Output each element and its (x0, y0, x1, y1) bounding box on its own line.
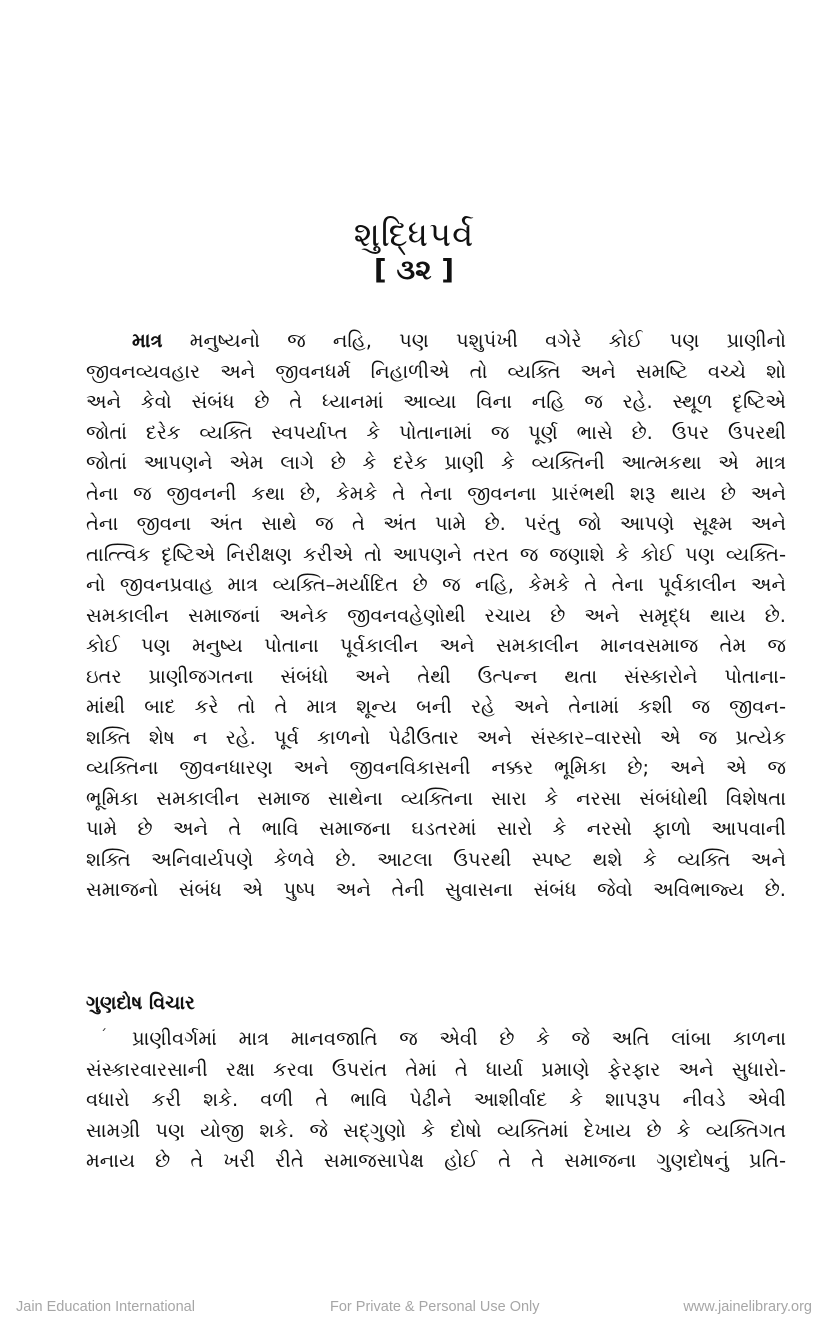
text-line: તાત્ત્વિક દૃષ્ટિએ નિરીક્ષણ કરીએ તો આપણને તરત જ જણાશે કે કોઈ પણ વ્યક્તિ- (86, 542, 786, 566)
footer (0, 1296, 828, 1318)
text-line: જોતાં આપણને એમ લાગે છે કે દરેક પ્રાણી કે વ્યક્તિની આત્મકથા એ માત્ર (86, 451, 786, 474)
lead-word: માત્ર (132, 329, 163, 352)
text-line: માંથી બાદ કરે તો તે માત્ર શૂન્ય બની રહે અને તેનામાં કશી જ જીવન- (86, 695, 786, 718)
chapter-number: [ ૩૨ ] (373, 253, 455, 286)
text-line: શક્તિ શેષ ન રહે. પૂર્વ કાળનો પેઢીઉતાર અને સંસ્કાર–વારસો એ જ પ્રત્યેક (86, 725, 786, 749)
text-line: નો જીવનપ્રવાહ માત્ર વ્યક્તિ–મર્યાદિત છે જ નહિ, કેમકે તે તેના પૂર્વકાલીન અને (86, 573, 786, 596)
text-line: સમકાલીન સમાજનાં અનેક જીવનવહેણોથી રચાય છે અને સમૃદ્ધ થાય છે. (86, 603, 786, 627)
text-line: તેના જીવના અંત સાથે જ તે અંત પામે છે. પરંતુ જો આપણે સૂક્ષ્મ અને (86, 512, 786, 535)
text-line: વધારો કરી શકે. વળી તે ભાવિ પેઢીને આશીર્વાદ કે શાપરૂપ નીવડે એવી (86, 1088, 786, 1111)
text-line: મનાય છે તે ખરી રીતે સમાજસાપેક્ષ હોઈ તે તે સમાજના ગુણદોષનું પ્રતિ- (86, 1149, 786, 1172)
section-heading: ગુણદોષ વિચાર (86, 992, 195, 1014)
text-line: પામે છે અને તે ભાવિ સમાજના ઘડતરમાં સારો કે નરસો ફાળો આપવાની (86, 817, 786, 840)
text-line: પ્રાણીવર્ગમાં માત્ર માનવજાતિ જ એવી છે કે જે અતિ લાંબા કાળના (132, 1027, 786, 1050)
text-line (86, 326, 786, 357)
paragraph-2 (86, 1024, 786, 1177)
text-line: કોઈ પણ મનુષ્ય પોતાના પૂર્વકાલીન અને સમકાલીન માનવસમાજ તેમ જ (86, 634, 786, 657)
text-line: ભૂમિકા સમકાલીન સમાજ સાથેના વ્યક્તિના સારા કે નરસા સંબંધોથી વિશેષતા (86, 786, 786, 810)
stray-print-mark: ˊ (100, 1028, 107, 1044)
text-line: સંસ્કારવારસાની રક્ષા કરવા ઉપરાંત તેમાં તે ધાર્યા પ્રમાણે ફેરફાર અને સુધારો- (86, 1057, 786, 1081)
footer-publisher: Jain Education International (16, 1299, 195, 1315)
text-line: જીવનવ્યવહાર અને જીવનધર્મ નિહાળીએ તો વ્યક્તિ અને સમષ્ટિ વચ્ચે શો (86, 359, 786, 383)
text-line: ઇતર પ્રાણીજગતના સંબંધો અને તેથી ઉત્પન્ન થતા સંસ્કારોને પોતાના- (86, 664, 786, 688)
text-line: જોતાં દરેક વ્યક્તિ સ્વપર્યાપ્ત કે પોતાનામાં જ પૂર્ણ ભાસે છે. ઉપર ઉપરથી (86, 420, 786, 444)
paragraph-1 (86, 326, 786, 906)
text-line: શક્તિ અનિવાર્યપણે કેળવે છે. આટલા ઉપરથી સ્પષ્ટ થશે કે વ્યક્તિ અને (86, 847, 786, 871)
line-text: મનુષ્યનો જ નહિ, પણ પશુપંખી વગેરે કોઈ પણ પ્રાણીનો (162, 329, 786, 352)
text-line: અને કેવો સંબંધ છે તે ધ્યાનમાં આવ્યા વિના નહિ જ રહે. સ્થૂળ દૃષ્ટિએ (86, 390, 786, 413)
footer-website-link[interactable]: www.jainelibrary.org (683, 1299, 812, 1315)
footer-usage-notice: For Private & Personal Use Only (330, 1299, 540, 1315)
text-line: વ્યક્તિના જીવનધારણ અને જીવનવિકાસની નક્કર ભૂમિકા છે; અને એ જ (86, 756, 786, 779)
text-line: સમાજનો સંબંધ એ પુષ્પ અને તેની સુવાસના સંબંધ જેવો અવિભાજ્ય છે. (86, 878, 786, 901)
page-title: શુદ્ધિપર્વ (353, 214, 475, 255)
text-line: તેના જ જીવનની કથા છે, કેમકે તે તેના જીવનના પ્રારંભથી શરૂ થાય છે અને (86, 481, 786, 505)
text-line: સામગ્રી પણ યોજી શકે. જે સદ્‌ગુણો કે દોષો વ્યક્તિમાં દેખાય છે કે વ્યક્તિગત (86, 1118, 786, 1142)
